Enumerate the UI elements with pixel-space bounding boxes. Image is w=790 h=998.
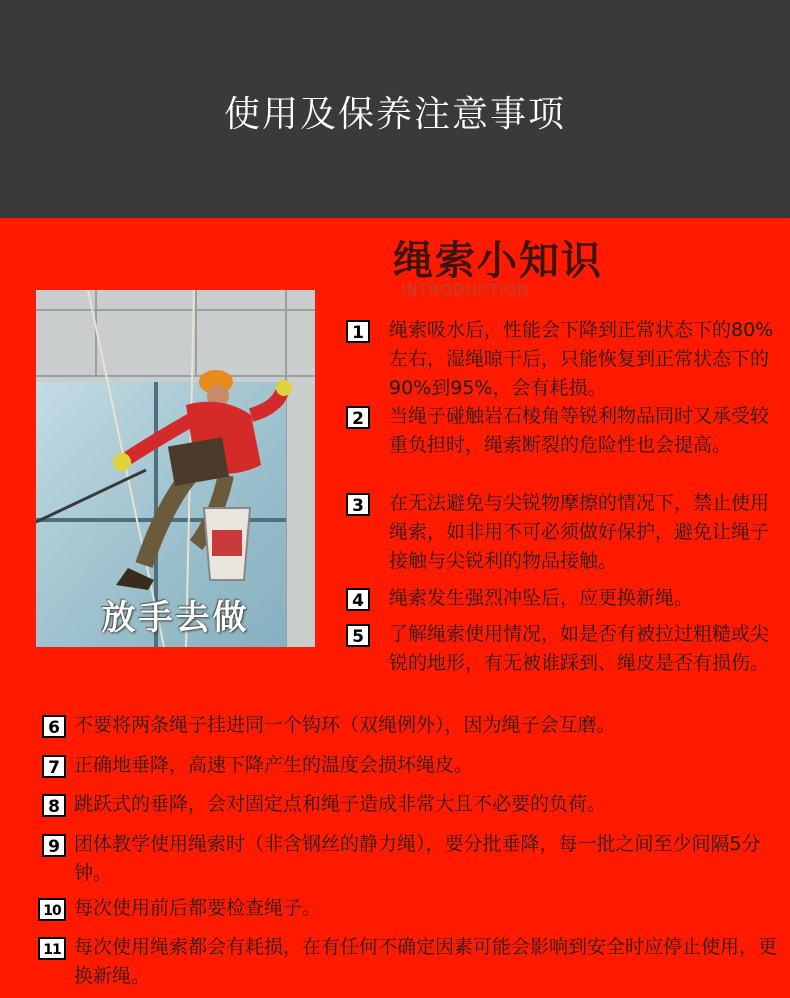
section-subtitle: INTRODUCTION xyxy=(401,281,530,299)
list-item: 不要将两条绳子挂进同一个钩环（双绳例外），因为绳子会互磨。 xyxy=(74,714,616,736)
page-title: 使用及保养注意事项 xyxy=(223,94,566,135)
item-number-badge: 2 xyxy=(346,406,370,429)
list-item: 每次使用绳索都会有耗损，在有任何不确定因素可能会影响到安全时应停止使用，更换新绳。 xyxy=(74,936,778,987)
item-number-badge: 1 xyxy=(346,320,370,343)
list-item: 团体教学使用绳索时（非含钢丝的静力绳），要分批垂降，每一批之间至少间隔5分钟。 xyxy=(74,833,761,884)
list-item: 绳索发生强烈冲坠后，应更换新绳。 xyxy=(389,587,694,609)
section-title: 绳索小知识 xyxy=(393,238,603,284)
item-number-badge: 10 xyxy=(38,898,66,921)
item-number-badge: 8 xyxy=(42,794,66,817)
list-item: 了解绳索使用情况，如是否有被拉过粗糙或尖锐的地形，有无被谁踩到、绳皮是否有损伤。 xyxy=(389,623,770,674)
item-number-badge: 7 xyxy=(42,755,66,778)
window-cleaner-photo xyxy=(36,290,315,647)
item-number-badge: 3 xyxy=(346,493,370,516)
item-number-badge: 4 xyxy=(346,588,370,611)
list-item: 每次使用前后都要检查绳子。 xyxy=(74,897,322,919)
list-item: 在无法避免与尖锐物摩擦的情况下，禁止使用绳索，如非用不可必须做好保护，避免让绳子接触与尖锐利的物品接触。 xyxy=(389,492,770,572)
list-item: 跳跃式的垂降，会对固定点和绳子造成非常大且不必要的负荷。 xyxy=(74,793,607,815)
item-number-badge: 11 xyxy=(38,937,66,960)
photo-watermark: 放手去做 xyxy=(101,598,250,638)
item-number-badge: 9 xyxy=(42,834,66,857)
list-item: 当绳子碰触岩石棱角等锐利物品同时又承受较重负担时，绳索断裂的危险性也会提高。 xyxy=(389,405,770,456)
item-number-badge: 5 xyxy=(346,624,370,647)
list-item: 绳索吸水后，性能会下降到正常状态下的80%左右，湿绳晾干后，只能恢复到正常状态下的90%到95%，会有耗损。 xyxy=(389,319,774,399)
item-number-badge: 6 xyxy=(42,715,66,738)
header-banner xyxy=(0,0,790,218)
list-item: 正确地垂降，高速下降产生的温度会损坏绳皮。 xyxy=(74,754,474,776)
